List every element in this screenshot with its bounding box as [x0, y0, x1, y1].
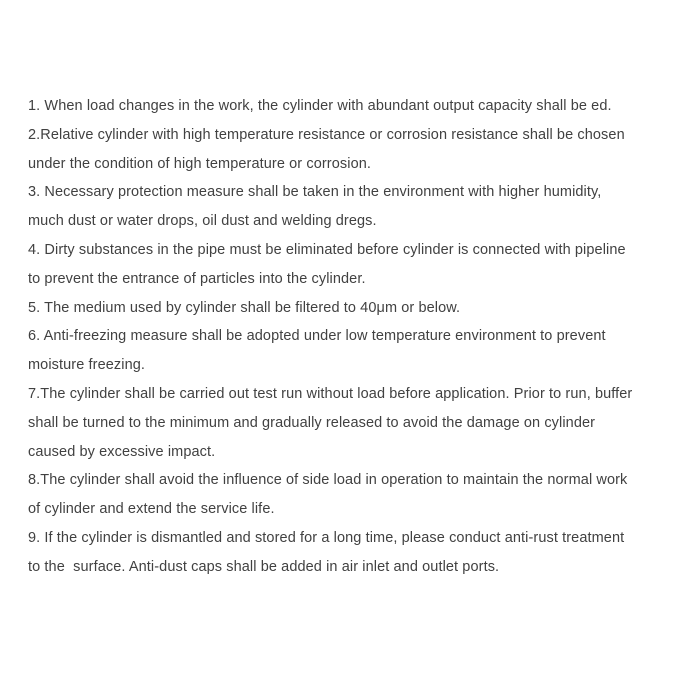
usage-notes-block [28, 92, 692, 582]
note-line-item-6: moisture freezing. [28, 357, 146, 374]
note-line-item-3: much dust or water drops, oil dust and welding dregs. [28, 213, 377, 230]
note-line-item-3: 3. Necessary protection measure shall be taken in the environment with higher humidity, [28, 184, 602, 201]
note-line-item-7: caused by excessive impact. [28, 443, 216, 460]
note-line-item-7: 7.The cylinder shall be carried out test run without load before application. Prior to run, buffer [28, 385, 633, 402]
note-line-item-1: 1. When load changes in the work, the cylinder with abundant output capacity shall be ed. [28, 98, 612, 114]
note-line-item-9: to the surface. Anti-dust caps shall be added in air inlet and outlet ports. [28, 558, 500, 575]
note-line-item-7: shall be turned to the minimum and gradually released to avoid the damage on cylinder [28, 414, 596, 431]
note-line-item-4: to prevent the entrance of particles into the cylinder. [28, 270, 366, 287]
note-line-item-2: 2.Relative cylinder with high temperature resistance or corrosion resistance shall be chosen [28, 126, 625, 143]
note-line-item-2: under the condition of high temperature or corrosion. [28, 155, 372, 172]
note-line-item-6: 6. Anti-freezing measure shall be adopted under low temperature environment to prevent [28, 328, 606, 345]
note-line-item-8: of cylinder and extend the service life. [28, 501, 275, 518]
note-line-item-9: 9. If the cylinder is dismantled and stored for a long time, please conduct anti-rust treatment [28, 529, 625, 546]
note-line-item-4: 4. Dirty substances in the pipe must be eliminated before cylinder is connected with pipeline [28, 241, 626, 258]
note-line-item-8: 8.The cylinder shall avoid the influence of side load in operation to maintain the normal work [28, 472, 628, 489]
note-line-item-5: 5. The medium used by cylinder shall be filtered to 40μm or below. [28, 299, 461, 316]
